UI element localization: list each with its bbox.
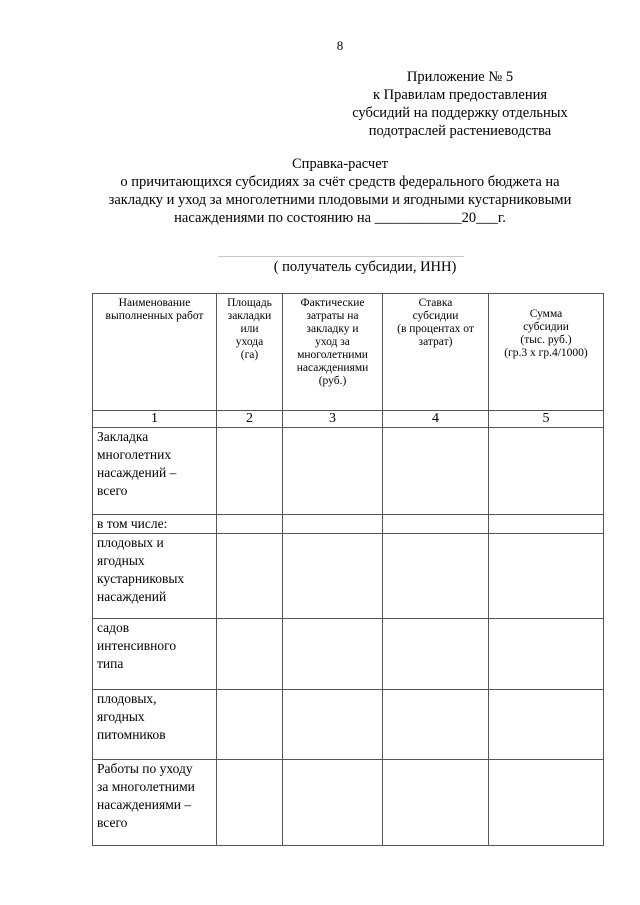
header-text: Ставка bbox=[418, 297, 453, 309]
row-label-line: питомников bbox=[97, 727, 166, 742]
title-line: насаждениями по состоянию на ____________20___г. bbox=[174, 210, 506, 226]
header-text: закладки bbox=[227, 310, 272, 322]
column-number: 4 bbox=[383, 411, 489, 428]
header-text: многолетними bbox=[297, 349, 368, 361]
table-row bbox=[93, 428, 604, 515]
header-text: (в процентах от bbox=[397, 323, 474, 335]
header-text: затраты на bbox=[306, 310, 359, 322]
empty-cell[interactable] bbox=[489, 534, 604, 619]
subsidy-table bbox=[92, 293, 604, 846]
header-text: выполненных работ bbox=[105, 310, 204, 322]
empty-cell[interactable] bbox=[489, 690, 604, 760]
header-text: Сумма bbox=[529, 308, 563, 320]
header-text: субсидии bbox=[412, 310, 459, 322]
column-number: 3 bbox=[283, 411, 383, 428]
document-title bbox=[60, 155, 620, 227]
column-number: 2 bbox=[217, 411, 283, 428]
appendix-line: Приложение № 5 bbox=[406, 69, 514, 85]
empty-cell[interactable] bbox=[217, 515, 283, 534]
row-label-line: интенсивного bbox=[97, 638, 177, 653]
header-cell bbox=[217, 294, 283, 411]
header-text: Фактические bbox=[300, 297, 365, 309]
empty-cell[interactable] bbox=[283, 515, 383, 534]
table-row bbox=[93, 760, 604, 846]
header-text: ухода bbox=[235, 336, 264, 348]
row-label-line: плодовых и bbox=[97, 535, 164, 550]
header-text: или bbox=[240, 323, 259, 335]
column-number-row bbox=[93, 411, 604, 428]
empty-cell[interactable] bbox=[489, 515, 604, 534]
row-label bbox=[93, 534, 217, 619]
row-label bbox=[93, 690, 217, 760]
row-label-line: в том числе: bbox=[97, 516, 168, 531]
column-number: 1 bbox=[93, 411, 217, 428]
header-row bbox=[93, 294, 604, 411]
table-row bbox=[93, 515, 604, 534]
row-label-line: насаждениями – bbox=[97, 797, 192, 812]
appendix-line: подотраслей растениеводства bbox=[368, 123, 552, 139]
row-label-line: Работы по уходу bbox=[97, 761, 193, 776]
empty-cell[interactable] bbox=[283, 534, 383, 619]
header-cell bbox=[283, 294, 383, 411]
row-label-line: всего bbox=[97, 483, 128, 498]
row-label-line: садов bbox=[97, 620, 130, 635]
row-label-line: типа bbox=[97, 656, 124, 671]
empty-cell[interactable] bbox=[489, 619, 604, 690]
header-text: Наименование bbox=[118, 297, 191, 309]
empty-cell[interactable] bbox=[217, 690, 283, 760]
row-label bbox=[93, 428, 217, 515]
appendix-line: субсидий на поддержку отдельных bbox=[352, 105, 568, 121]
header-cell bbox=[383, 294, 489, 411]
recipient-fill-line bbox=[218, 256, 464, 257]
table-row bbox=[93, 619, 604, 690]
row-label-line: ягодных bbox=[97, 553, 145, 568]
header-text: уход за bbox=[315, 336, 350, 348]
empty-cell[interactable] bbox=[217, 428, 283, 515]
empty-cell[interactable] bbox=[383, 760, 489, 846]
header-text: субсидии bbox=[523, 321, 569, 333]
empty-cell[interactable] bbox=[383, 619, 489, 690]
row-label-line: насаждений bbox=[97, 589, 167, 604]
empty-cell[interactable] bbox=[217, 619, 283, 690]
empty-cell[interactable] bbox=[489, 760, 604, 846]
recipient-label: ( получатель субсидии, ИНН) bbox=[273, 259, 457, 275]
header-text: Площадь bbox=[227, 297, 272, 309]
empty-cell[interactable] bbox=[217, 760, 283, 846]
header-text: затрат) bbox=[418, 336, 453, 348]
row-label-line: многолетних bbox=[97, 447, 172, 462]
row-label bbox=[93, 760, 217, 846]
title-line: Справка-расчет bbox=[292, 156, 388, 172]
header-cell bbox=[489, 294, 604, 411]
header-text: (гр.3 х гр.4/1000) bbox=[504, 347, 588, 359]
empty-cell[interactable] bbox=[383, 534, 489, 619]
title-line: закладку и уход за многолетними плодовыми и ягодными кустарниковыми bbox=[108, 192, 572, 208]
row-label bbox=[93, 515, 217, 534]
empty-cell[interactable] bbox=[217, 534, 283, 619]
header-text: закладку и bbox=[306, 323, 359, 335]
empty-cell[interactable] bbox=[283, 760, 383, 846]
appendix-header bbox=[320, 68, 600, 140]
row-label-line: плодовых, bbox=[97, 691, 157, 706]
row-label-line: насаждений – bbox=[97, 465, 177, 480]
row-label-line: ягодных bbox=[97, 709, 145, 724]
row-label-line: за многолетними bbox=[97, 779, 195, 794]
empty-cell[interactable] bbox=[383, 690, 489, 760]
table-row bbox=[93, 690, 604, 760]
header-text: (тыс. руб.) bbox=[520, 334, 572, 346]
header-cell bbox=[93, 294, 217, 411]
header-text: насаждениями bbox=[296, 362, 369, 374]
title-line: о причитающихся субсидиях за счёт средств федерального бюджета на bbox=[120, 174, 560, 190]
page-number: 8 bbox=[336, 38, 344, 53]
empty-cell[interactable] bbox=[283, 428, 383, 515]
empty-cell[interactable] bbox=[283, 619, 383, 690]
empty-cell[interactable] bbox=[489, 428, 604, 515]
row-label-line: кустарниковых bbox=[97, 571, 185, 586]
appendix-line: к Правилам предоставления bbox=[372, 87, 548, 103]
header-text: (руб.) bbox=[318, 375, 347, 387]
empty-cell[interactable] bbox=[283, 690, 383, 760]
row-label-line: всего bbox=[97, 815, 128, 830]
empty-cell[interactable] bbox=[383, 515, 489, 534]
row-label-line: Закладка bbox=[97, 429, 149, 444]
header-text: (га) bbox=[240, 349, 259, 361]
column-number: 5 bbox=[489, 411, 604, 428]
table-row bbox=[93, 534, 604, 619]
empty-cell[interactable] bbox=[383, 428, 489, 515]
row-label bbox=[93, 619, 217, 690]
